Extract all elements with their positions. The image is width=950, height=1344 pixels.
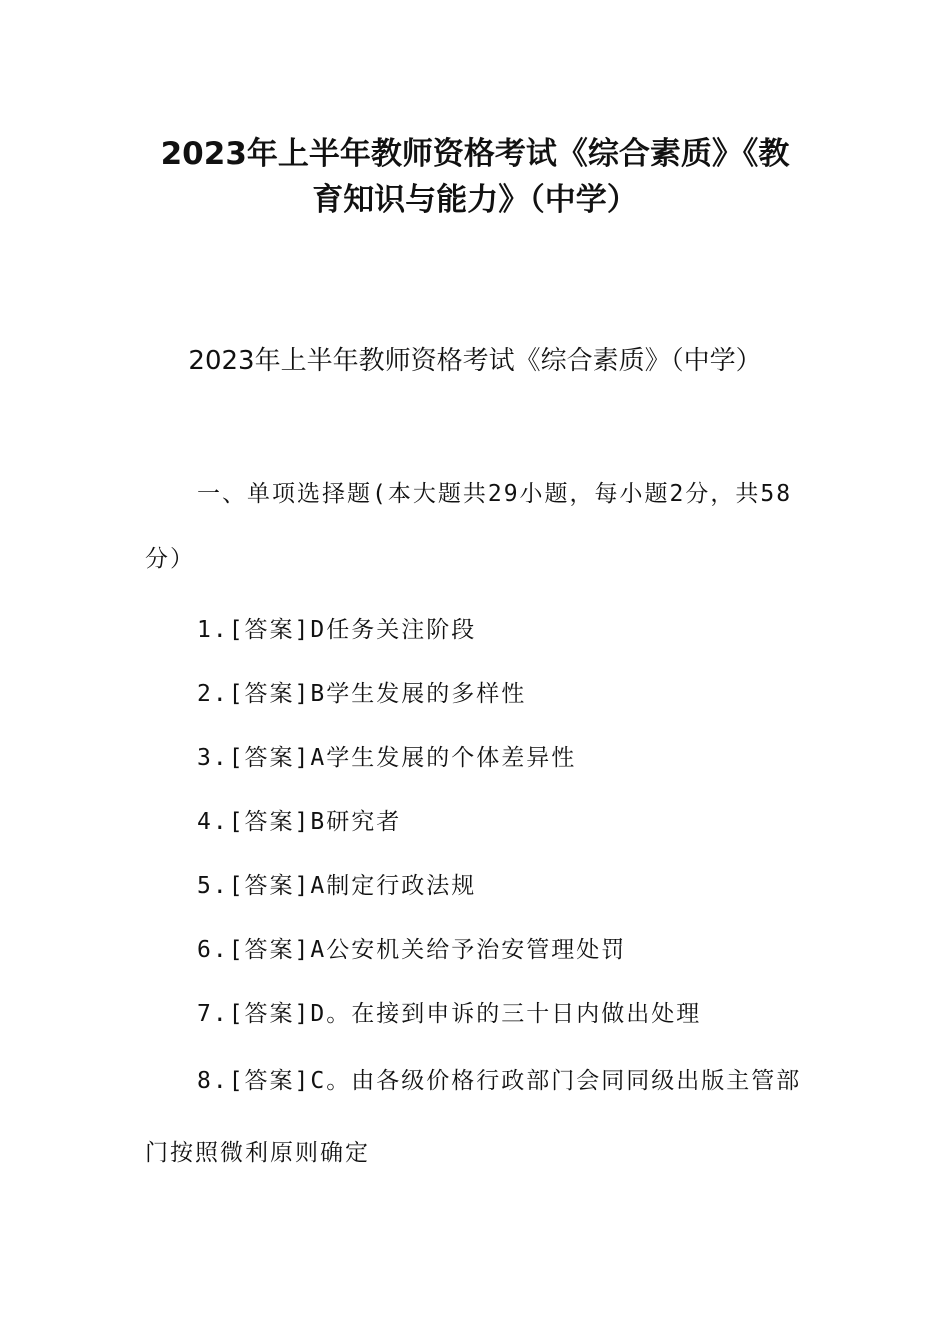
section-heading-line-2: 分） (145, 546, 195, 572)
answer-item-1: 1.[答案]D任务关注阶段 (197, 617, 477, 643)
document-title-line-2: 育知识与能力》（中学） (312, 182, 638, 218)
section-heading-line-1: 一、单项选择题(本大题共29小题，每小题2分，共58 (197, 481, 793, 507)
answer-item-6: 6.[答案]A公安机关给予治安管理处罚 (197, 937, 627, 963)
document-title-line-1: 2023年上半年教师资格考试《综合素质》《教 (160, 136, 790, 172)
answer-item-4: 4.[答案]B研究者 (197, 809, 402, 835)
answer-item-8: 8.[答案]C。由各级价格行政部门会同同级出版主管部 (197, 1068, 802, 1094)
section-subtitle: 2023年上半年教师资格考试《综合素质》（中学） (188, 346, 762, 376)
answer-item-2: 2.[答案]B学生发展的多样性 (197, 681, 527, 707)
answer-item-3: 3.[答案]A学生发展的个体差异性 (197, 745, 577, 771)
answer-item-7: 7.[答案]D。在接到申诉的三十日内做出处理 (197, 1001, 702, 1027)
answer-item-5: 5.[答案]A制定行政法规 (197, 873, 477, 899)
answer-item-8-continuation: 门按照微利原则确定 (145, 1140, 370, 1166)
